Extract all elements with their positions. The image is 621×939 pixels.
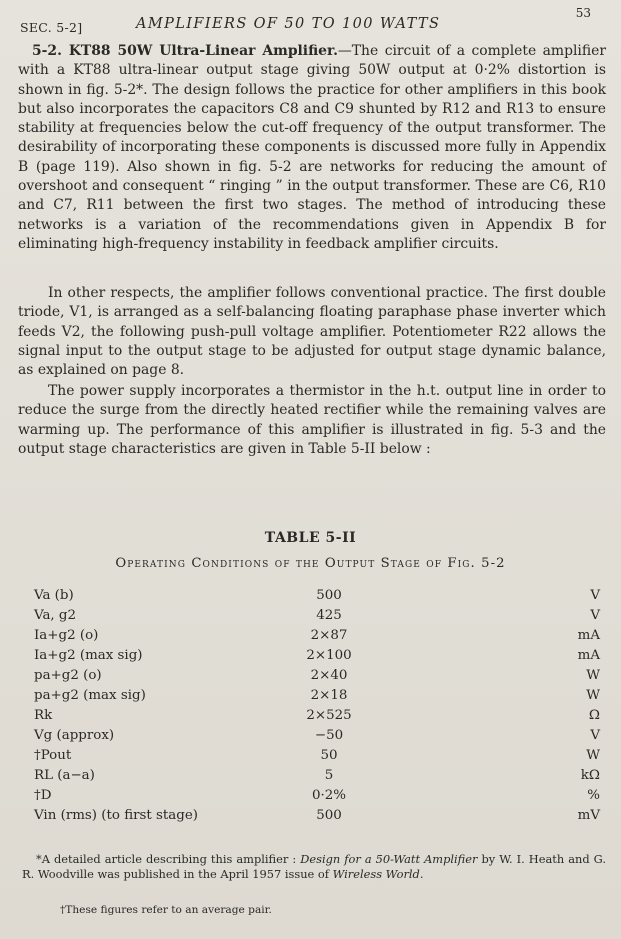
table-row (34, 588, 600, 606)
param-unit: W (586, 688, 600, 703)
table-row (34, 628, 600, 646)
page-number: 53 (575, 6, 591, 20)
param-unit: mA (577, 628, 600, 643)
param-label: pa+g2 (o) (34, 668, 102, 683)
param-unit: Ω (588, 708, 600, 723)
param-label: Ia+g2 (o) (34, 628, 99, 643)
table-caption: Operating Conditions of the Output Stage of Fig. 5-2 (115, 556, 506, 571)
journal-name: Wireless World. (332, 867, 424, 881)
paragraph-text: —The circuit of a complete amplifier with a KT88 ultra-linear output stage giving 50W output at 0·2% distortion is shown in fig. 5-2*. The design follows the practice for other amplifiers in this book but also incorporates the capacitors C8 and C9 shunted by R12 and R13 to ensure stability at frequencies below the cut-off frequency of the output transformer. The desirability of incorporating these components is discussed more fully in Appendix B (page 119). Also shown in fig. 5-2 are networks for reducing the amount of overshoot and consequent “ ringing ” in the output transformer. These are C6, R10 and C7, R11 between the first two stages. The method of introducing these networks is a variation of the recommendations given in Appendix B for eliminating high-frequency instability in feedback amplifier circuits. (18, 43, 606, 252)
param-unit: % (587, 788, 600, 803)
param-unit: mV (577, 808, 600, 823)
table-row (34, 668, 600, 686)
param-label: Rk (34, 708, 53, 723)
param-label: †D (34, 788, 52, 803)
param-label: Ia+g2 (max sig) (34, 648, 143, 663)
table-row (34, 748, 600, 766)
table-row (34, 808, 600, 826)
param-label: †Pout (34, 748, 72, 763)
table-row (34, 708, 600, 726)
param-value: 500 (316, 808, 342, 823)
param-label: Va (b) (34, 588, 74, 603)
paragraph-conventional-practice: In other respects, the amplifier follows conventional practice. The first double triode, V1, is arranged as a self-balancing floating paraphase phase inverter which feeds V2, the following push-pull voltage amplifier. Potentiometer R22 allows the signal input to the output stage to be adjusted for output stage dynamic balance, as explained on page 8. (18, 285, 606, 379)
param-unit: kΩ (580, 768, 600, 783)
table-row (34, 608, 600, 626)
param-value: 2×525 (306, 708, 352, 723)
param-value: 2×100 (306, 648, 352, 663)
table-row (34, 728, 600, 746)
param-label: Va, g2 (34, 608, 77, 623)
footnote-average-pair: †These figures refer to an average pair. (60, 904, 272, 916)
param-unit: V (590, 608, 600, 623)
param-unit: W (586, 748, 600, 763)
section-heading: 5-2. KT88 50W Ultra-Linear Amplifier. (32, 43, 338, 59)
param-value: 5 (324, 768, 334, 783)
table-row (34, 648, 600, 666)
param-value: 2×18 (310, 688, 348, 703)
param-unit: mA (577, 648, 600, 663)
chapter-title: AMPLIFIERS OF 50 TO 100 WATTS (136, 16, 441, 32)
table-title: TABLE 5-II (264, 530, 357, 546)
running-header (18, 6, 607, 40)
param-value: 500 (316, 588, 342, 603)
paragraph-kt88-intro (18, 42, 606, 254)
paragraph-power-supply: The power supply incorporates a thermistor in the h.t. output line in order to reduce the surge from the directly heated rectifier while the remaining valves are warming up. The performance of this amplifier is illustrated in fig. 5-3 and the output stage characteristics are given in Table 5-II below : (18, 383, 606, 457)
article-title: Design for a 50-Watt Amplifier (300, 852, 478, 866)
table-row (34, 688, 600, 706)
param-label: pa+g2 (max sig) (34, 688, 146, 703)
param-value: 2×40 (310, 668, 348, 683)
table-row (34, 768, 600, 786)
param-unit: V (590, 588, 600, 603)
param-label: Vin (rms) (to first stage) (34, 808, 198, 823)
param-label: Vg (approx) (34, 728, 115, 743)
footnote-text: by W. I. Heath and G. R. Woodville was published in the April 1957 issue of (22, 852, 606, 881)
param-unit: W (586, 668, 600, 683)
param-unit: V (590, 728, 600, 743)
footnote-article (22, 852, 606, 882)
param-value: 0·2% (311, 788, 347, 803)
footnote-text: *A detailed article describing this amplifier : (36, 852, 301, 866)
param-label: RL (a−a) (34, 768, 95, 783)
param-value: 50 (320, 748, 338, 763)
param-value: −50 (314, 728, 344, 743)
param-value: 2×87 (310, 628, 348, 643)
param-value: 425 (316, 608, 342, 623)
table-row (34, 788, 600, 806)
section-reference: SEC. 5-2] (20, 20, 83, 35)
